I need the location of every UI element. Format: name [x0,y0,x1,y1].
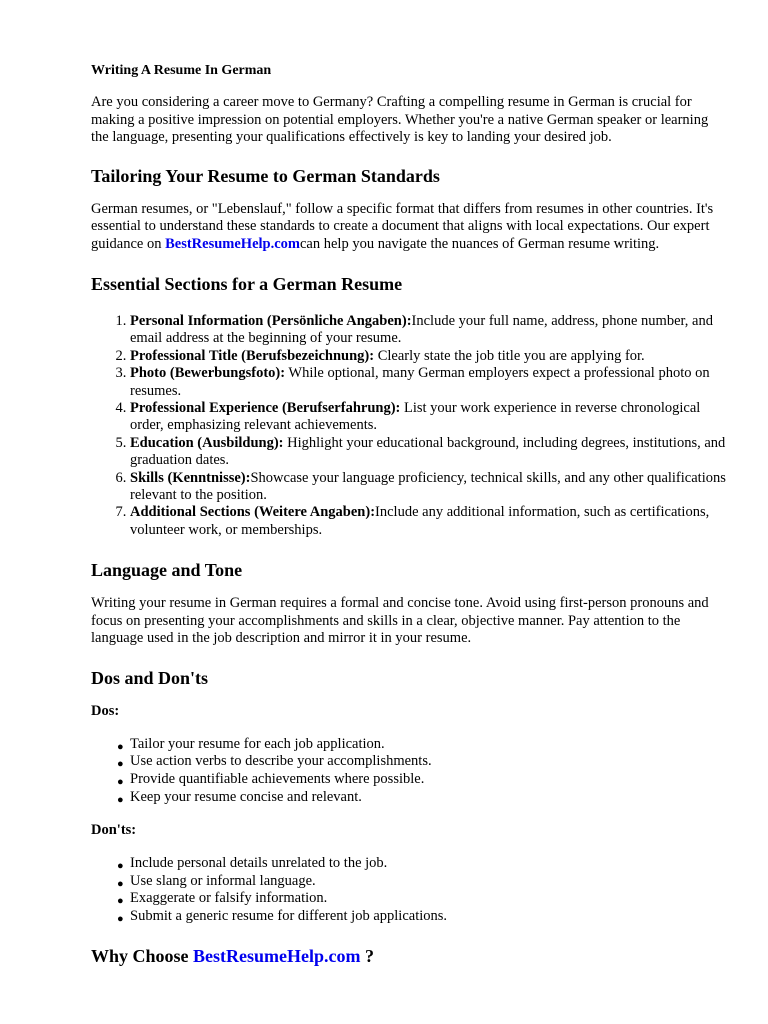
list-item-text: Use slang or informal language. [130,872,316,889]
list-item [117,873,728,891]
sections-list [91,313,728,539]
list-item-text: Showcase your language proficiency, technical skills, and any other qualifications relevant to the position. [130,469,726,504]
bullet-icon: ● [117,877,124,890]
tailoring-text-after: can help you navigate the nuances of German resume writing. [300,235,660,252]
list-item-title: Skills (Kenntnisse): [130,469,251,486]
list-item [117,753,728,771]
sections-heading: Essential Sections for a German Resume [91,274,403,294]
tailoring-text-before: German resumes, or "Lebenslauf," follow a specific format that differs from resumes in other countries. It's essential to understand these standards to create a document that aligns with local expectations. Our expert guidance on [91,200,714,252]
list-item-text: Use action verbs to describe your accomplishments. [130,753,432,770]
bullet-icon: ● [117,740,124,753]
list-item-text: Include your full name, address, phone number, and email address at the beginning of your resume. [130,313,713,347]
why-choose-prefix: Why Choose [91,945,194,966]
bullet-icon: ● [117,860,124,873]
tailoring-paragraph [91,201,728,254]
list-item-text: Exaggerate or falsify information. [130,890,328,907]
list-item-text: Highlight your educational background, including degrees, institutions, and graduation dates. [130,434,726,469]
why-choose-link[interactable]: BestResumeHelp.com [193,945,361,966]
donts-label: Don'ts: [91,822,137,839]
language-paragraph: Writing your resume in German requires a formal and concise tone. Avoid using first-person pronouns and focus on presenting your accomplishments and skills in a clear, objective manner. Pay attention to the language used in the job description and mirror it in your resume. [91,595,709,647]
list-item [130,470,728,505]
list-item-title: Professional Title (Berufsbezeichnung): [130,347,375,364]
list-item-text: Provide quantifiable achievements where possible. [130,770,425,787]
why-choose-heading [91,945,728,967]
list-item-title: Education (Ausbildung): [130,434,284,451]
list-item-text: Include any additional information, such as certifications, volunteer work, or memberships. [130,504,710,538]
list-item-text: Submit a generic resume for different job applications. [130,907,448,924]
bullet-icon: ● [117,793,124,806]
donts-list [91,855,728,925]
list-item-text: List your work experience in reverse chronological order, emphasizing relevant achievements. [130,400,701,434]
dos-list [91,736,728,806]
list-item [117,789,728,807]
list-item [117,736,728,754]
why-choose-suffix: ? [360,945,374,966]
bullet-icon: ● [117,775,124,788]
bullet-icon: ● [117,895,124,908]
language-heading: Language and Tone [91,560,243,581]
list-item [117,908,728,926]
document-title: Writing A Resume In German [91,63,272,78]
list-item [130,365,728,400]
list-item-title: Personal Information (Persönliche Angaben): [130,313,412,329]
list-item-text: Keep your resume concise and relevant. [130,788,362,805]
intro-paragraph: Are you considering a career move to Germany? Crafting a compelling resume in German is crucial for making a positive impression on potential employers. Whether you're a native German speaker or learning the language, presenting your qualifications effectively is key to landing your desired job. [91,94,709,145]
bullet-icon: ● [117,912,124,925]
list-item-text: Include personal details unrelated to the job. [130,855,388,872]
tailoring-heading: Tailoring Your Resume to German Standards [91,165,440,186]
list-item-text: Clearly state the job title you are applying for. [374,347,645,364]
list-item [117,890,728,908]
list-item [130,504,728,539]
list-item [130,435,728,470]
list-item-title: Photo (Bewerbungsfoto): [130,365,286,382]
bestresumehelp-link[interactable]: BestResumeHelp.com [165,235,300,252]
dos-donts-heading: Dos and Don'ts [91,667,209,688]
list-item-text: While optional, many German employers expect a professional photo on resumes. [130,365,710,399]
list-item [117,855,728,873]
dos-label: Dos: [91,702,120,719]
list-item-title: Additional Sections (Weitere Angaben): [130,504,376,521]
list-item [130,313,728,348]
list-item-text: Tailor your resume for each job application. [130,735,385,752]
list-item-title: Professional Experience (Berufserfahrung): [130,400,401,417]
list-item [130,348,728,365]
bullet-icon: ● [117,758,124,771]
list-item [130,400,728,435]
list-item [117,771,728,789]
